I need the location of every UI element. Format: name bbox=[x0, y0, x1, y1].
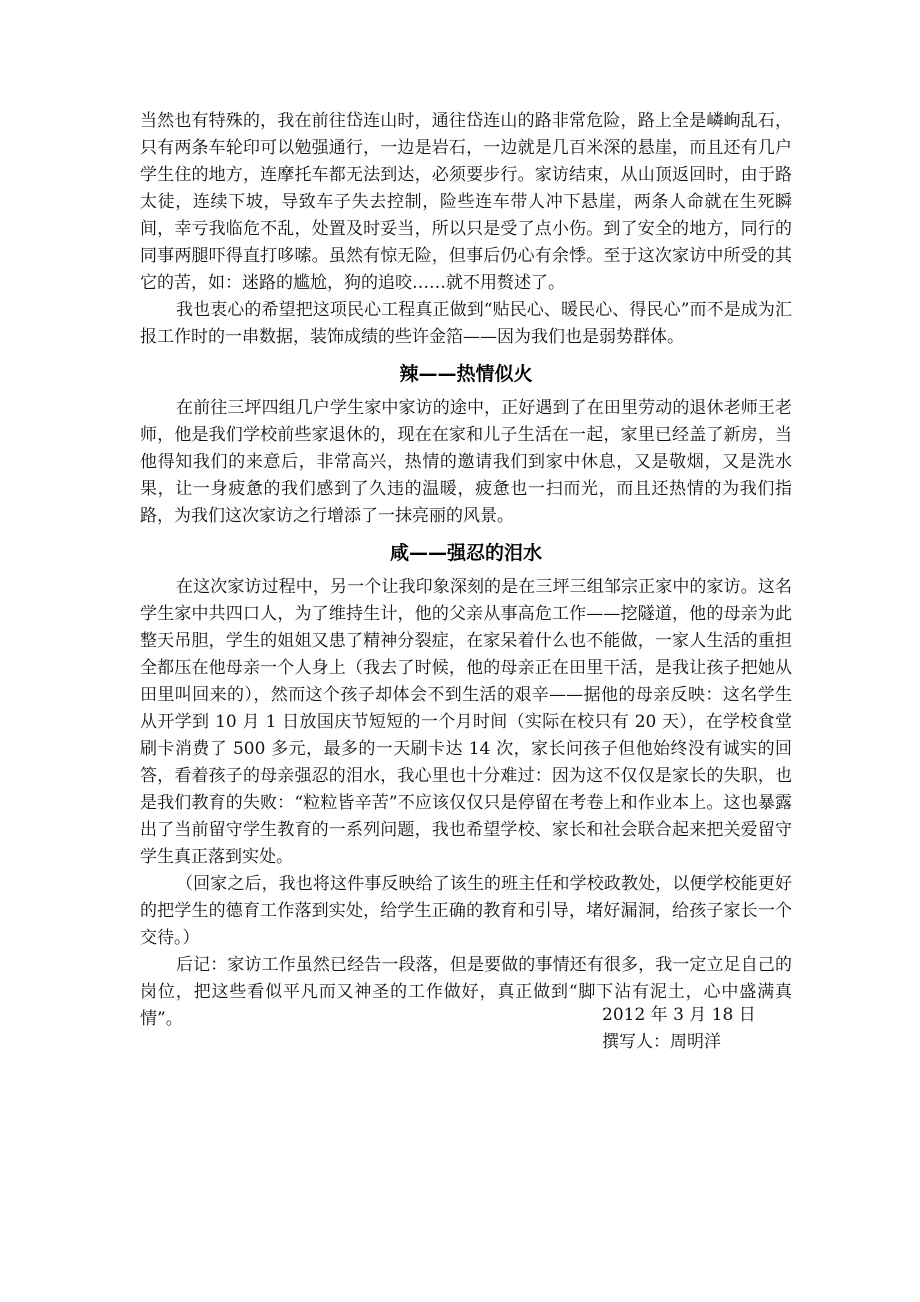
intro-paragraph-1: 当然也有特殊的，我在前往岱连山时，通往岱连山的路非常危险，路上全是嶙峋乱石，只有两条车轮印可以勉强通行，一边是岩石，一边就是几百米深的悬崖，而且还有几户学生住的地方，连摩托车都无法到达，必须要步行。家访结束，从山顶返回时，由于路太徒，连续下坡，导致车子失去控制，险些连车带人冲下悬崖，两条人命就在生死瞬间，幸亏我临危不乱，处置及时妥当，所以只是受了点小伤。到了安全的地方，同行的同事两腿吓得直打哆嗦。虽然有惊无险，但事后仍心有余悸。至于这次家访中所受的其它的苦，如：迷路的尴尬，狗的追咬……就不用赘述了。 bbox=[140, 111, 792, 293]
section-heading-salty: 咸——强忍的泪水 bbox=[389, 542, 542, 564]
salty-paragraph-1: 在这次家访过程中，另一个让我印象深刻的是在三坪三组邹宗正家中的家访。这名学生家中共四口人，为了维持生计，他的父亲从事高危工作——挖隧道，他的母亲为此整天吊胆，学生的姐姐又患了精神分裂症，在家呆着什么也不能做，一家人生活的重担全都压在他母亲一个人身上（我去了时候，他的母亲正在田里干活，是我让孩子把她从田里叫回来的），然而这个孩子却体会不到生活的艰辛——据他的母亲反映：这名学生从开学到 10 月 1 日放国庆节短短的一个月时间（实际在校只有 20 天），在学校食堂刷卡消费了 500 多元，最多的一天刷卡达 14 次，家长问孩子但他始终没有诚实的回答，看着孩子的母亲强忍的泪水，我心里也十分难过：因为这不仅仅是家长的失职，也是我们教育的失败：“粒粒皆辛苦”不应该仅仅只是停留在考卷上和作业本上。这也暴露出了当前留守学生教育的一系列问题，我也希望学校、家长和社会联合起来把关爱留守学生真正落到实处。 bbox=[140, 577, 792, 867]
signature-block bbox=[602, 1002, 756, 1056]
section-heading-spicy: 辣——热情似火 bbox=[399, 363, 533, 385]
afterword-paragraph: 后记：家访工作虽然已经告一段落，但是要做的事情还有很多，我一定立足自己的岗位，把这些看似平凡而又神圣的工作做好，真正做到“脚下沾有泥土，心中盛满真情”。 bbox=[140, 955, 792, 1029]
spicy-paragraph: 在前往三坪四组几户学生家中家访的途中，正好遇到了在田里劳动的退休老师王老师，他是我们学校前些家退休的，现在在家和儿子生活在一起，家里已经盖了新房，当他得知我们的来意后，非常高兴，热情的邀请我们到家中休息，又是敬烟，又是洗水果，让一身疲惫的我们感到了久违的温暖，疲惫也一扫而光，而且还热情的为我们指路，为我们这次家访之行增添了一抹亮丽的风景。 bbox=[140, 398, 792, 526]
salty-paragraph-2: （回家之后，我也将这件事反映给了该生的班主任和学校政教处，以便学校能更好的把学生的德育工作落到实处，给学生正确的教育和引导，堵好漏洞，给孩子家长一个交待。） bbox=[140, 874, 792, 948]
intro-paragraph-2: 我也衷心的希望把这项民心工程真正做到“贴民心、暖民心、得民心”而不是成为汇报工作时的一串数据，装饰成绩的些许金箔——因为我们也是弱势群体。 bbox=[140, 300, 792, 347]
document-body bbox=[140, 108, 792, 1033]
signature-date: 2012 年 3 月 18 日 bbox=[602, 1005, 756, 1025]
signature-author: 撰写人：周明洋 bbox=[602, 1032, 721, 1052]
